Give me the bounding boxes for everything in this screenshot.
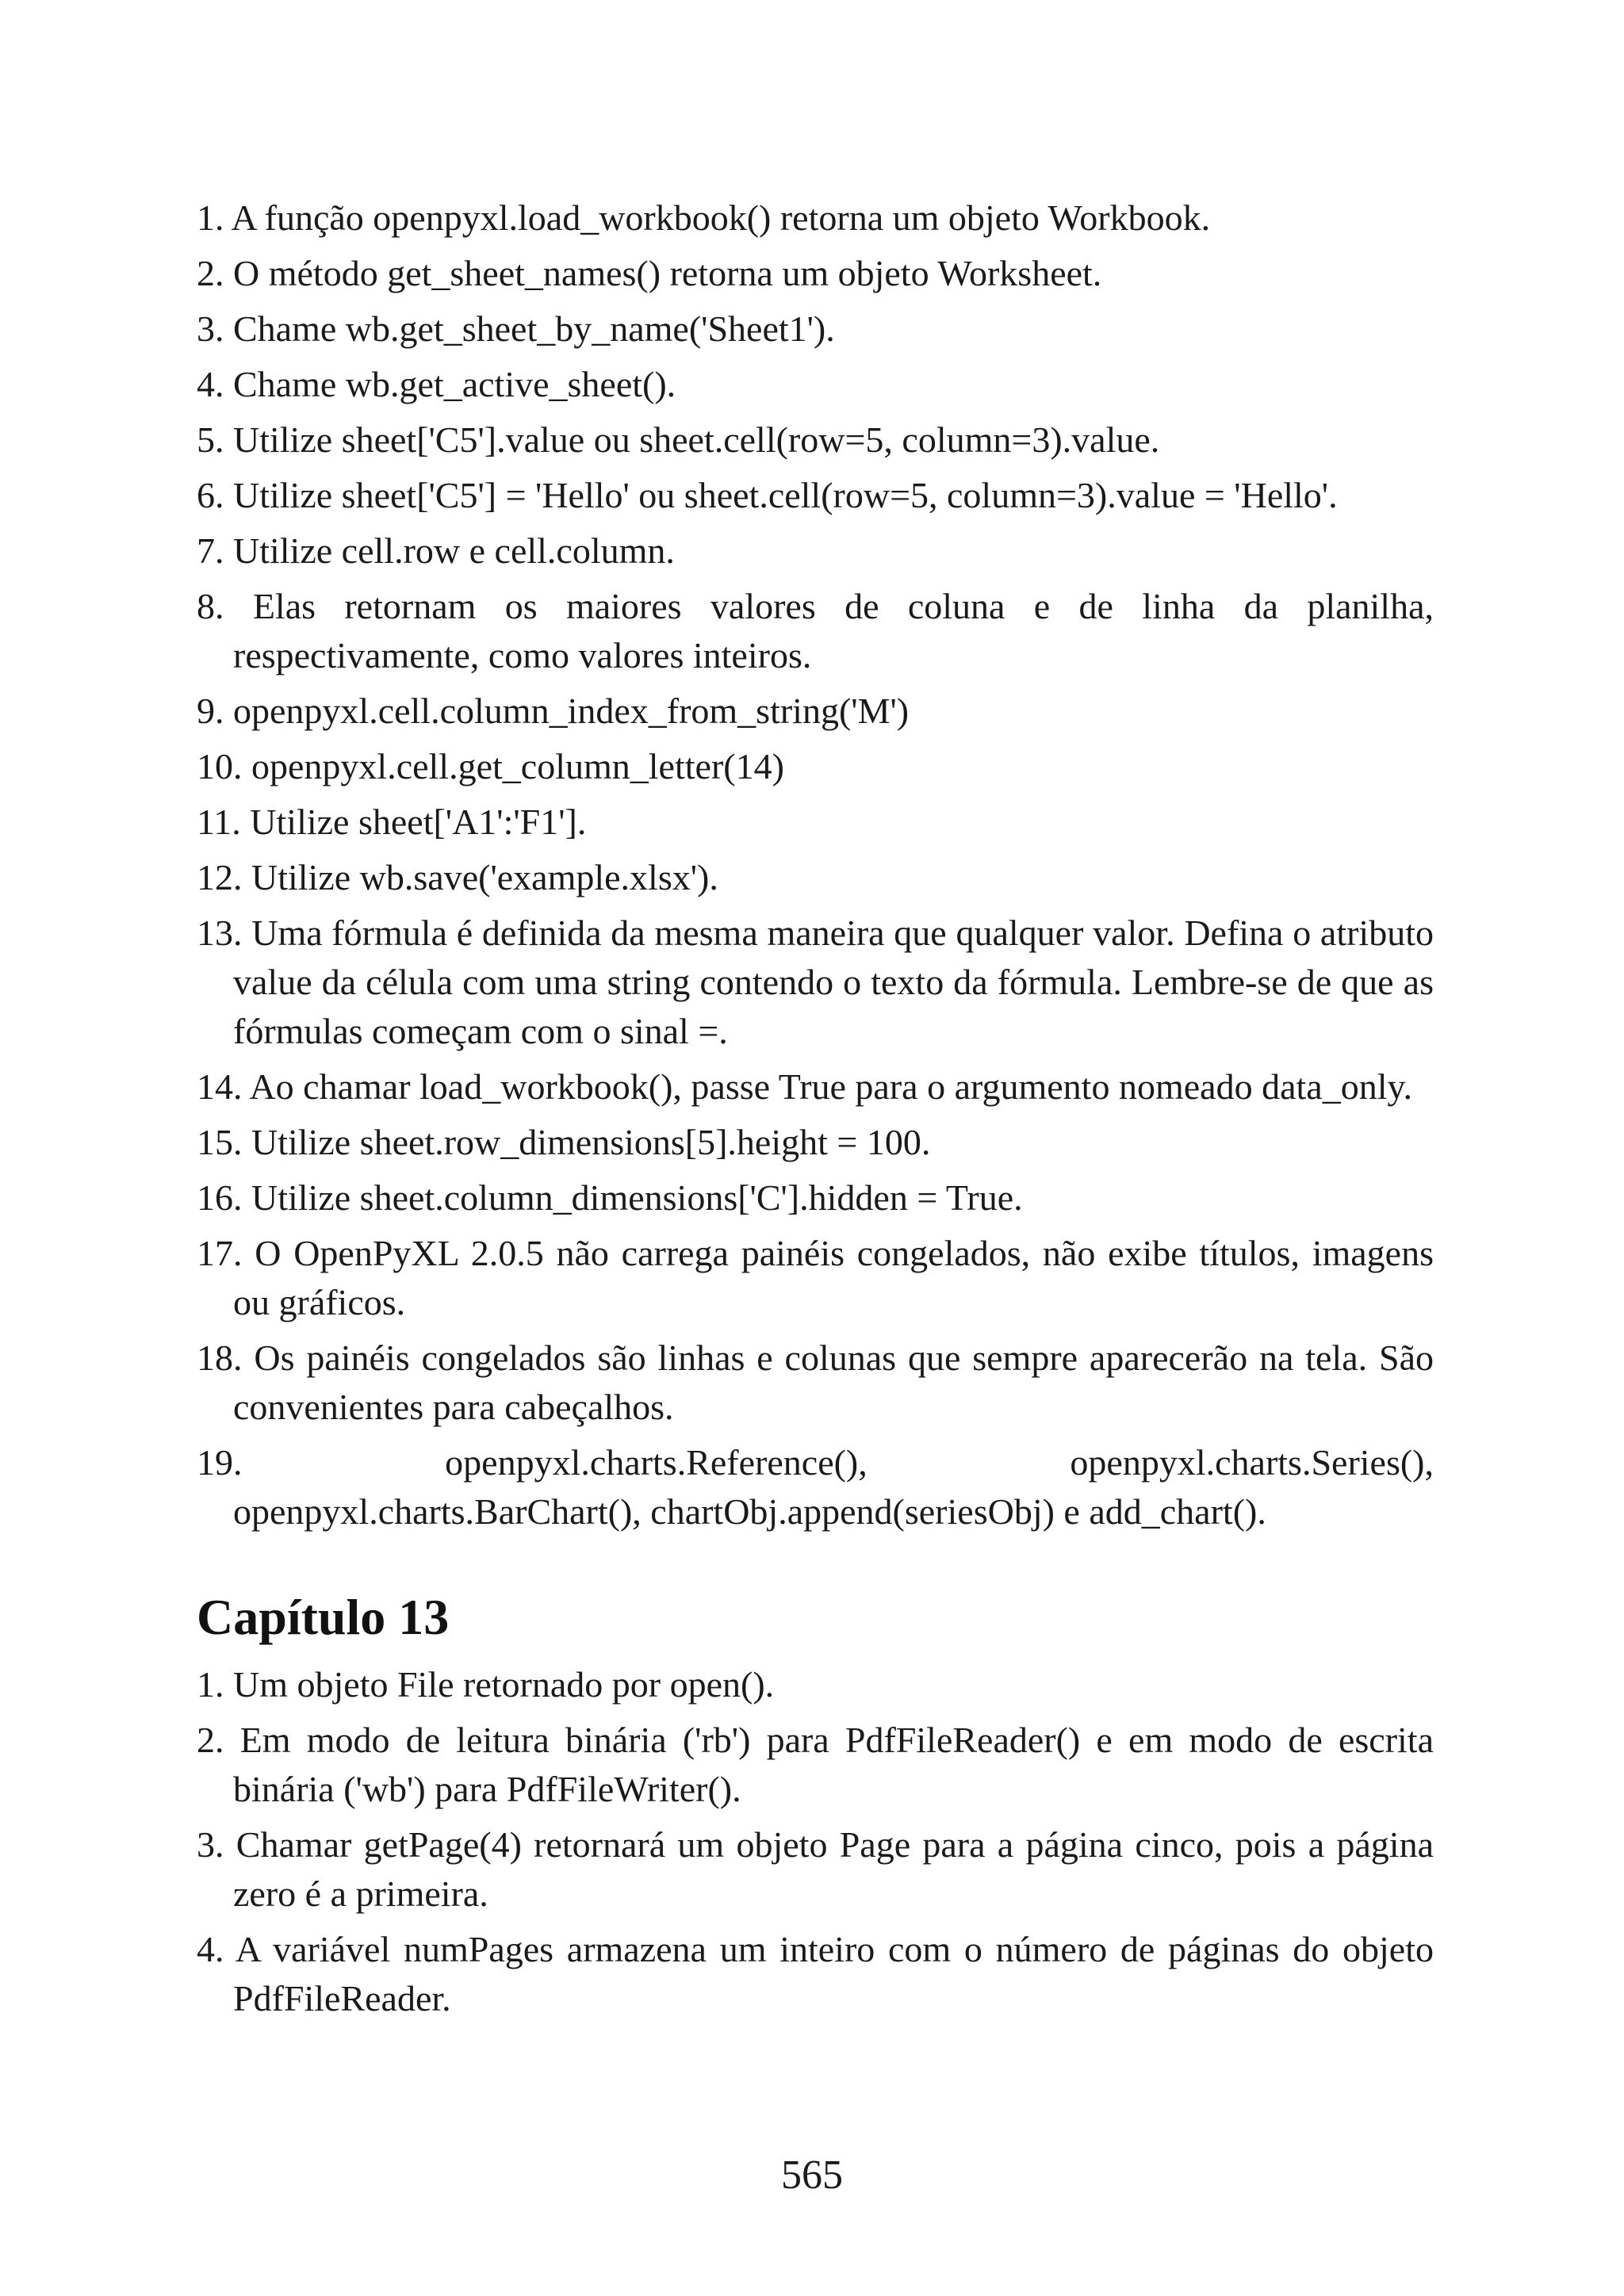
answer-item: 5. Utilize sheet['C5'].value ou sheet.cell(row=5, column=3).value.	[197, 419, 1160, 460]
page-body	[197, 193, 1434, 2030]
answer-item: 14. Ao chamar load_workbook(), passe True para o argumento nomeado data_only.	[197, 1066, 1412, 1107]
answer-item: 17. O OpenPyXL 2.0.5 não carrega painéis congelados, não exibe títulos, imagens ou gráficos.	[197, 1233, 1434, 1322]
answer-item: 16. Utilize sheet.column_dimensions['C'].hidden = True.	[197, 1177, 1023, 1218]
answer-item: 2. O método get_sheet_names() retorna um objeto Worksheet.	[197, 253, 1102, 293]
answer-item: 11. Utilize sheet['A1':'F1'].	[197, 802, 587, 842]
answer-item: 10. openpyxl.cell.get_column_letter(14)	[197, 746, 784, 786]
answer-item: 9. openpyxl.cell.column_index_from_string('M')	[197, 691, 910, 731]
answer-item: 19. openpyxl.charts.Reference(), openpyxl.charts.Series(), openpyxl.charts.BarChart(), chartObj.append(seriesObj) e add_chart().	[197, 1442, 1434, 1532]
answer-item: 3. Chamar getPage(4) retornará um objeto Page para a página cinco, pois a página zero é a primeira.	[197, 1824, 1434, 1914]
answer-item: 4. Chame wb.get_active_sheet().	[197, 364, 676, 404]
answer-item: 12. Utilize wb.save('example.xlsx').	[197, 857, 718, 897]
answer-item: 8. Elas retornam os maiores valores de coluna e de linha da planilha, respectivamente, como valores inteiros.	[197, 586, 1434, 675]
chapter-13-heading: Capítulo 13	[197, 1589, 450, 1645]
chapter-13-answers	[197, 1660, 1434, 2023]
answer-item: 13. Uma fórmula é definida da mesma maneira que qualquer valor. Defina o atributo value da célula com uma string contendo o texto da fórmula. Lembre-se de que as fórmulas começam com o sinal =.	[197, 913, 1434, 1051]
answer-item: 4. A variável numPages armazena um inteiro com o número de páginas do objeto PdfFileReader.	[197, 1929, 1434, 2019]
answer-item: 2. Em modo de leitura binária ('rb') para PdfFileReader() e em modo de escrita binária ('wb') para PdfFileWriter().	[197, 1720, 1434, 1809]
answer-item: 18. Os painéis congelados são linhas e colunas que sempre aparecerão na tela. São convenientes para cabeçalhos.	[197, 1337, 1434, 1427]
answer-item: 1. Um objeto File retornado por open().	[197, 1664, 775, 1705]
answer-item: 1. A função openpyxl.load_workbook() retorna um objeto Workbook.	[197, 197, 1211, 238]
answer-item: 15. Utilize sheet.row_dimensions[5].height = 100.	[197, 1122, 931, 1162]
answer-item: 3. Chame wb.get_sheet_by_name('Sheet1').	[197, 308, 835, 349]
chapter-12-answers	[197, 193, 1434, 1536]
answer-item: 6. Utilize sheet['C5'] = 'Hello' ou sheet.cell(row=5, column=3).value = 'Hello'.	[197, 475, 1338, 515]
page-number: 565	[781, 2152, 843, 2198]
answer-item: 7. Utilize cell.row e cell.column.	[197, 530, 675, 571]
